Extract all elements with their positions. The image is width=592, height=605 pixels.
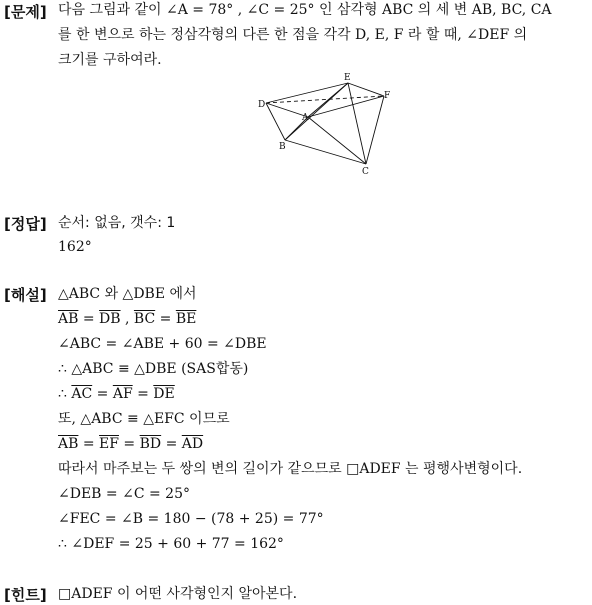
solution-line-11: ∴ ∠DEF = 25 + 60 + 77 = 162°: [58, 536, 284, 552]
segment-ac: $\overline{AC}$: [71, 386, 93, 402]
solution-line-10: ∠FEC = ∠B = 180 − (78 + 25) = 77°: [58, 511, 324, 527]
hint-label: [힌트]: [4, 586, 47, 604]
segment-db: $\overline{DB}$: [99, 311, 121, 327]
segment-ef: $\overline{EF}$: [99, 436, 119, 452]
solution-line-9: ∠DEB = ∠C = 25°: [58, 486, 190, 502]
segment-bd: $\overline{BD}$: [139, 436, 162, 452]
point-f-label: F: [384, 91, 391, 101]
segment-ab-2: $\overline{AB}$: [58, 436, 79, 452]
solution-line-4: ∴ △ABC ≡ △DBE (SAS합동): [58, 361, 249, 377]
segment-ad: $\overline{AD}$: [181, 436, 204, 452]
segment-ab: $\overline{AB}$: [58, 311, 79, 327]
point-d-label: D: [258, 100, 266, 110]
point-e-label: E: [344, 73, 351, 83]
problem-line-1: 다음 그림과 같이 ∠A = 78° , ∠C = 25° 인 삼각형 ABC 의 세 변 AB, BC, CA: [58, 2, 552, 18]
solution-line-5: ∴ $\overline{AC} = \overline{AF} = \overline{DE}$: [58, 386, 175, 402]
hint-text: □ADEF 이 어떤 사각형인지 알아본다.: [58, 586, 298, 602]
answer-label: [정답]: [4, 215, 47, 233]
point-c-label: C: [362, 167, 369, 177]
problem-line-3: 크기를 구하여라.: [58, 52, 162, 68]
segment-de: $\overline{DE}$: [153, 386, 175, 402]
solution-line-7: $\overline{AB} = \overline{EF} = \overline{BD} = \overline{AD}$: [58, 436, 204, 452]
segment-af: $\overline{AF}$: [112, 386, 133, 402]
problem-line-2: 를 한 변으로 하는 정삼각형의 다른 한 점을 각각 D, E, F 라 할 때, ∠DEF 의: [58, 27, 528, 43]
point-a-label: A: [302, 113, 309, 123]
solution-line-1: △ABC 와 △DBE 에서: [58, 286, 197, 302]
answer-value: 162°: [58, 239, 92, 255]
solution-line-8: 따라서 마주보는 두 쌍의 변의 길이가 같으므로 □ADEF 는 평행사변형이다.: [58, 461, 523, 477]
problem-label: [문제]: [4, 3, 47, 21]
segment-be: $\overline{BE}$: [175, 311, 197, 327]
answer-meta: 순서: 없음, 갯수: 1: [58, 215, 176, 231]
point-b-label: B: [279, 142, 286, 152]
solution-label: [해설]: [4, 286, 47, 304]
solution-line-3: ∠ABC = ∠ABE + 60 = ∠DBE: [58, 336, 267, 352]
solution-line-2: $\overline{AB} = \overline{DB}$ , $\overline{BC} = \overline{BE}$: [58, 311, 197, 327]
solution-line-6: 또, △ABC ≡ △EFC 이므로: [58, 411, 230, 427]
segment-bc: $\overline{BC}$: [133, 311, 156, 327]
